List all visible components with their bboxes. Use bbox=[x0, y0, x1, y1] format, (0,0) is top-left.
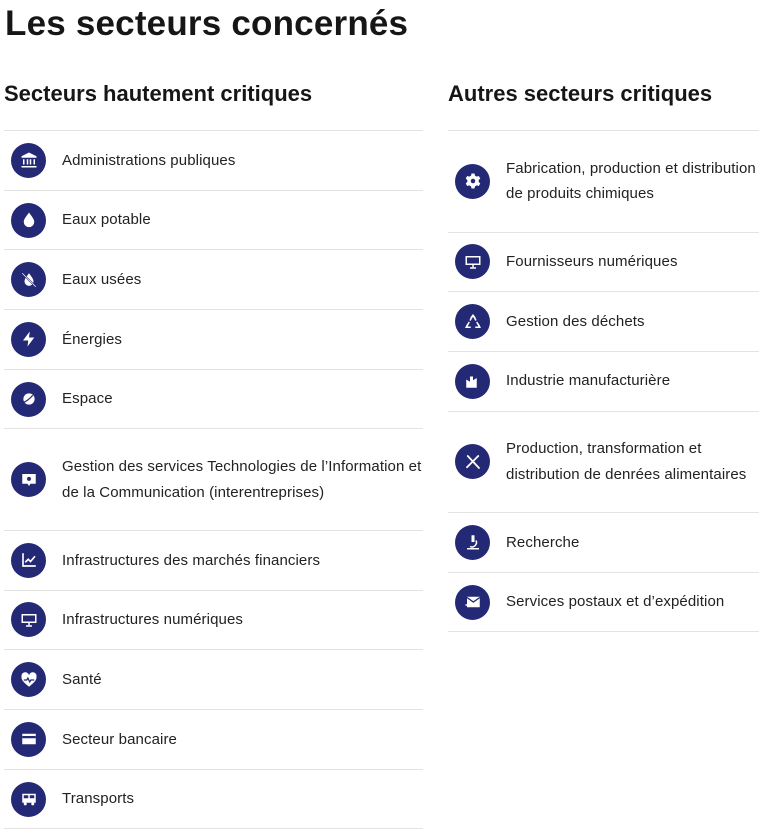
item-label: Espace bbox=[62, 390, 113, 408]
item-label: Gestion des services Technologies de l’Information et de la Communication (interentreprises) bbox=[62, 458, 422, 501]
item-label: Secteur bancaire bbox=[62, 730, 178, 748]
list-item bbox=[448, 233, 759, 293]
list-item bbox=[4, 250, 423, 310]
list-item bbox=[4, 131, 423, 191]
list-item bbox=[448, 573, 759, 633]
computer-icon bbox=[11, 602, 46, 637]
list-item bbox=[448, 513, 759, 573]
list-item bbox=[448, 131, 759, 233]
item-label: Énergies bbox=[62, 330, 123, 348]
item-label: Recherche bbox=[506, 533, 580, 551]
list-item bbox=[4, 710, 423, 770]
item-label: Eaux potable bbox=[62, 211, 151, 229]
page-title: Les secteurs concernés bbox=[5, 4, 409, 43]
bus-icon bbox=[11, 782, 46, 817]
highly-critical-heading: Secteurs hautement critiques bbox=[4, 81, 313, 106]
other-critical-sectors-column bbox=[448, 78, 759, 632]
list-item bbox=[4, 531, 423, 591]
water-off-icon bbox=[11, 262, 46, 297]
presentation-icon bbox=[11, 462, 46, 497]
heart-pulse-icon bbox=[11, 662, 46, 697]
lightning-icon bbox=[11, 322, 46, 357]
item-label: Transports bbox=[62, 790, 135, 808]
item-label: Santé bbox=[62, 670, 102, 688]
item-label: Infrastructures numériques bbox=[62, 611, 244, 629]
item-label: Industrie manufacturière bbox=[506, 372, 671, 390]
item-label: Infrastructures des marchés financiers bbox=[62, 551, 321, 569]
bank-icon bbox=[11, 143, 46, 178]
list-item bbox=[4, 310, 423, 370]
mail-send-icon bbox=[455, 585, 490, 620]
item-label: Fournisseurs numériques bbox=[506, 253, 678, 271]
planet-icon bbox=[11, 382, 46, 417]
list-item bbox=[4, 370, 423, 430]
other-critical-heading: Autres secteurs critiques bbox=[448, 81, 713, 106]
list-item bbox=[4, 650, 423, 710]
list-item bbox=[448, 412, 759, 514]
list-item bbox=[4, 429, 423, 531]
bank-card-icon bbox=[11, 722, 46, 757]
microscope-icon bbox=[455, 525, 490, 560]
item-label: Services postaux et d’expédition bbox=[506, 593, 725, 611]
recycle-icon bbox=[455, 304, 490, 339]
item-label: Eaux usées bbox=[62, 270, 142, 288]
factory-icon bbox=[455, 364, 490, 399]
item-label: Fabrication, production et distribution de produits chimiques bbox=[506, 159, 756, 203]
list-item bbox=[448, 292, 759, 352]
list-item bbox=[4, 770, 423, 829]
highly-critical-list bbox=[4, 130, 423, 829]
highly-critical-sectors-column bbox=[4, 78, 423, 829]
chart-line-icon bbox=[11, 543, 46, 578]
list-item bbox=[4, 191, 423, 251]
computer-icon bbox=[455, 244, 490, 279]
list-item bbox=[448, 352, 759, 412]
item-label: Administrations publiques bbox=[62, 151, 236, 169]
item-label: Production, transformation et distribution de denrées alimentaires bbox=[506, 440, 747, 483]
list-item bbox=[4, 591, 423, 651]
knife-fork-icon bbox=[455, 444, 490, 479]
water-drop-icon bbox=[11, 203, 46, 238]
settings-icon bbox=[455, 164, 490, 199]
item-label: Gestion des déchets bbox=[506, 312, 645, 330]
other-critical-list bbox=[448, 130, 759, 632]
